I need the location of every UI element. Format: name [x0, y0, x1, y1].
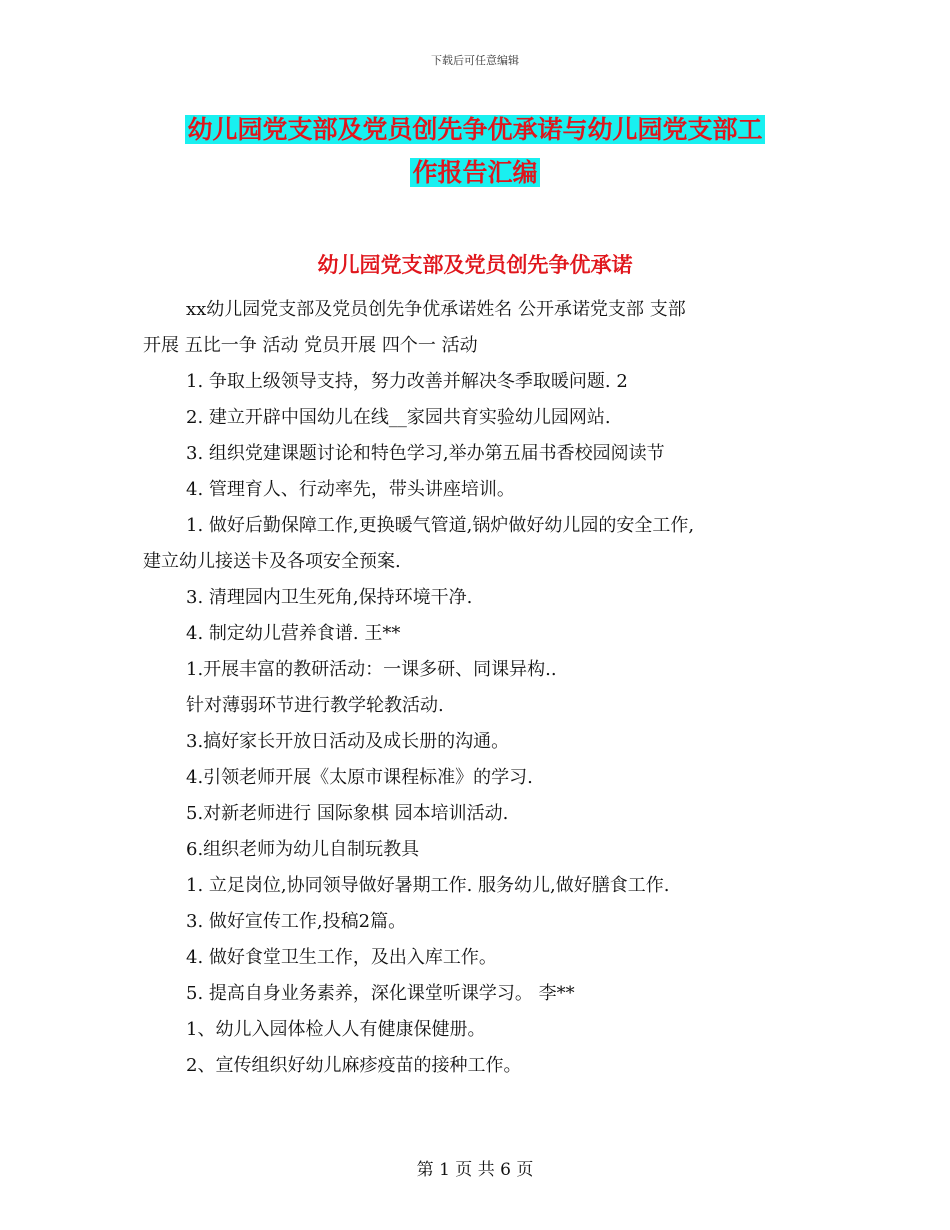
- text-line: 5. 提高自身业务素养，深化课堂听课学习。 李**: [186, 983, 575, 1004]
- text-line: 开展 五比一争 活动 党员开展 四个一 活动: [143, 335, 478, 356]
- text-line: 针对薄弱环节进行教学轮教活动.: [186, 695, 444, 716]
- text-line: 6.组织老师为幼儿自制玩教具: [186, 839, 420, 860]
- text-line: 4.引领老师开展《太原市课程标准》的学习.: [186, 767, 533, 788]
- document-title-text-1: 幼儿园党支部及党员创先争优承诺与幼儿园党支部工: [187, 115, 763, 144]
- text-line: 1. 做好后勤保障工作,更换暖气管道,锅炉做好幼儿园的安全工作,: [186, 515, 695, 536]
- text-line: 1.开展丰富的教研活动：一课多研、同课异构..: [186, 659, 557, 680]
- text-line: 3. 组织党建课题讨论和特色学习,举办第五届书香校园阅读节: [186, 443, 665, 464]
- document-title-text-2: 作报告汇编: [412, 158, 538, 187]
- text-line: 1. 争取上级领导支持，努力改善并解决冬季取暖问题. 2: [186, 371, 628, 392]
- section-title: 幼儿园党支部及党员创先争优承诺: [317, 253, 633, 277]
- text-line: 4. 管理育人、行动率先，带头讲座培训。: [186, 479, 515, 500]
- text-line: 建立幼儿接送卡及各项安全预案.: [143, 551, 401, 572]
- header-note: 下载后可任意编辑: [431, 54, 519, 67]
- text-line: 1. 立足岗位,协同领导做好暑期工作. 服务幼儿,做好膳食工作.: [186, 875, 670, 896]
- text-line: 4. 制定幼儿营养食谱. 王**: [186, 623, 401, 644]
- text-line: 4. 做好食堂卫生工作，及出入库工作。: [186, 947, 497, 968]
- body-text: [143, 292, 813, 1084]
- text-line: 2. 建立开辟中国幼儿在线__家园共育实验幼儿园网站.: [186, 407, 611, 428]
- text-line: 3. 做好宣传工作,投稿2篇。: [186, 911, 407, 932]
- text-line: 5.对新老师进行 国际象棋 园本培训活动.: [186, 803, 509, 824]
- page-footer: 第 1 页 共 6 页: [416, 1160, 534, 1180]
- text-line: xx幼儿园党支部及党员创先争优承诺姓名 公开承诺党支部 支部: [186, 299, 686, 320]
- document-title-line-1: [0, 113, 950, 147]
- text-line: 3. 清理园内卫生死角,保持环境干净.: [186, 587, 473, 608]
- document-title-line-2: [0, 156, 950, 190]
- text-line: 1、幼儿入园体检人人有健康保健册。: [186, 1019, 486, 1040]
- text-line: 2、宣传组织好幼儿麻疹疫苗的接种工作。: [186, 1055, 522, 1076]
- text-line: 3.搞好家长开放日活动及成长册的沟通。: [186, 731, 510, 752]
